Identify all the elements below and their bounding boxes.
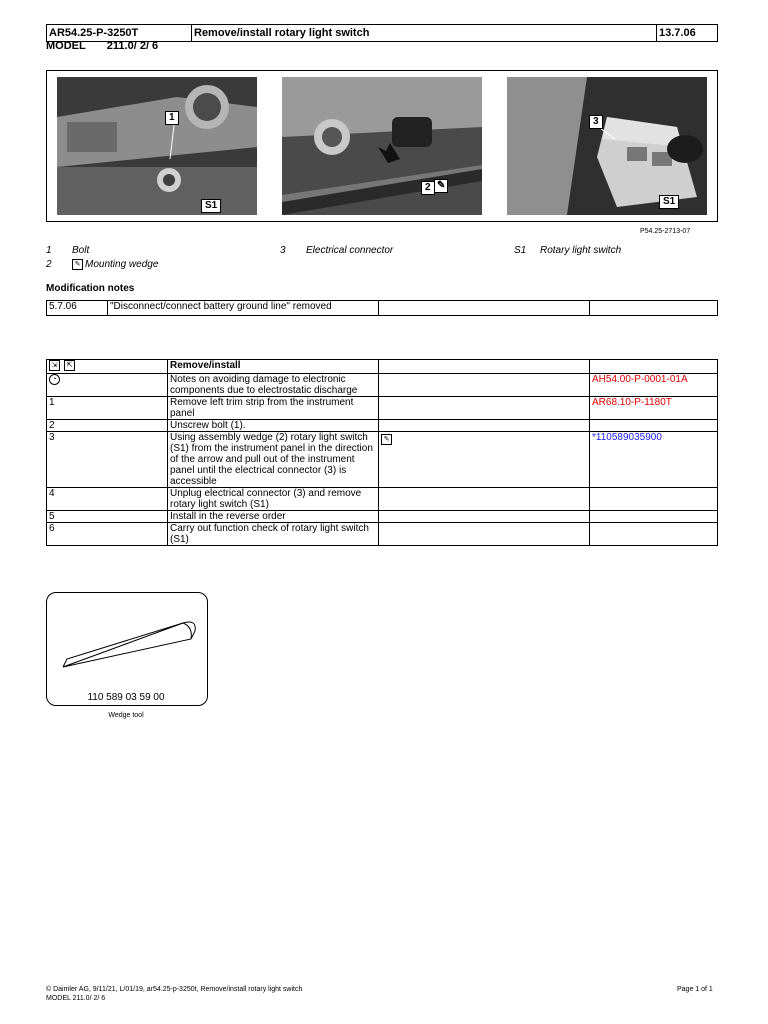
legend-item-mounting-wedge [72,259,158,271]
legend-num: 2 [46,259,52,270]
wedge-tool-drawing [47,593,207,683]
photo-middle [282,77,482,215]
tool-card [46,592,208,706]
figure-reference: P54.25-2713-07 [640,228,691,235]
model-line [46,40,176,52]
table-row [47,432,718,488]
tool-number-link[interactable]: *110589035900 [590,432,718,488]
doc-title: Remove/install rotary light switch [192,25,657,42]
wedge-insertion-illustration [282,77,482,215]
remove-icon: ⇲ [49,360,60,371]
legend-text: Mounting wedge [85,259,159,271]
figure-panel [46,70,718,222]
figure-label: S1 [201,199,221,213]
footer-copyright: © Daimler AG, 9/11/21, L/01/19, ar54.25-p-3250t, Remove/install rotary light switch [46,986,303,993]
step-number: 6 [47,523,168,546]
figure-label: 3 [589,115,603,129]
doc-id: AR54.25-P-3250T [47,25,192,42]
page-number: Page 1 of 1 [677,986,713,993]
model-value: 211.0/ 2/ 6 [106,40,159,52]
mod-text: "Disconnect/connect battery ground line" removed [108,301,379,316]
step-number: 3 [47,432,168,488]
notes-icon: ◔ [49,374,60,385]
step-number: 1 [47,397,168,420]
dashboard-illustration [57,77,257,215]
wedge-icon: ✎ [72,259,83,270]
figure-label: S1 [659,195,679,209]
legend-text: Bolt [72,245,90,256]
procedure-header: Remove/install [168,360,379,374]
mod-date: 5.7.06 [47,301,108,316]
modification-notes-table [46,300,718,316]
legend-num: 3 [280,245,286,256]
doc-date: 13.7.06 [657,25,718,42]
table-row [47,488,718,511]
figure-label: 1 [165,111,179,125]
tool-number: 110 589 03 59 00 [87,692,165,703]
step-number: 5 [47,511,168,523]
photo-right [507,77,707,215]
modification-notes-heading: Modification notes [46,283,135,294]
footer-model: MODEL 211.0/ 2/ 6 [46,995,106,1002]
step-number: 2 [47,420,168,432]
table-row [47,301,718,316]
step-text: Carry out function check of rotary light switch (S1) [168,523,379,546]
wedge-icon: ✎ [381,434,392,445]
table-row [47,397,718,420]
table-row [47,523,718,546]
legend-num: 1 [46,245,52,256]
legend-text: Rotary light switch [540,245,622,256]
table-row [47,420,718,432]
table-row [47,511,718,523]
step-text: Install in the reverse order [168,511,379,523]
table-row [47,374,718,397]
model-label: MODEL [46,40,86,52]
step-number: 4 [47,488,168,511]
procedure-table [46,359,718,546]
step-text: Unplug electrical connector (3) and remove rotary light switch (S1) [168,488,379,511]
table-header-row [47,360,718,374]
photo-left [57,77,257,215]
legend-num: S1 [514,245,527,256]
figure-label: 2 [421,181,435,195]
tool-caption: Wedge tool [108,712,144,719]
step-reference-link[interactable]: AR68.10-P-1180T [590,397,718,420]
legend-text: Electrical connector [306,245,394,256]
step-text: Using assembly wedge (2) rotary light switch (S1) from the instrument panel in the direction of the arrow and pull out of the instrument panel until the electrical connector (3) is accessible [168,432,379,488]
step-text: Notes on avoiding damage to electronic components due to electrostatic discharge [168,374,379,397]
install-icon: ⇱ [64,360,75,371]
step-reference-link[interactable]: AH54.00-P-0001-01A [590,374,718,397]
wedge-icon: ✎ [434,179,448,193]
step-text: Unscrew bolt (1). [168,420,379,432]
step-text: Remove left trim strip from the instrument panel [168,397,379,420]
